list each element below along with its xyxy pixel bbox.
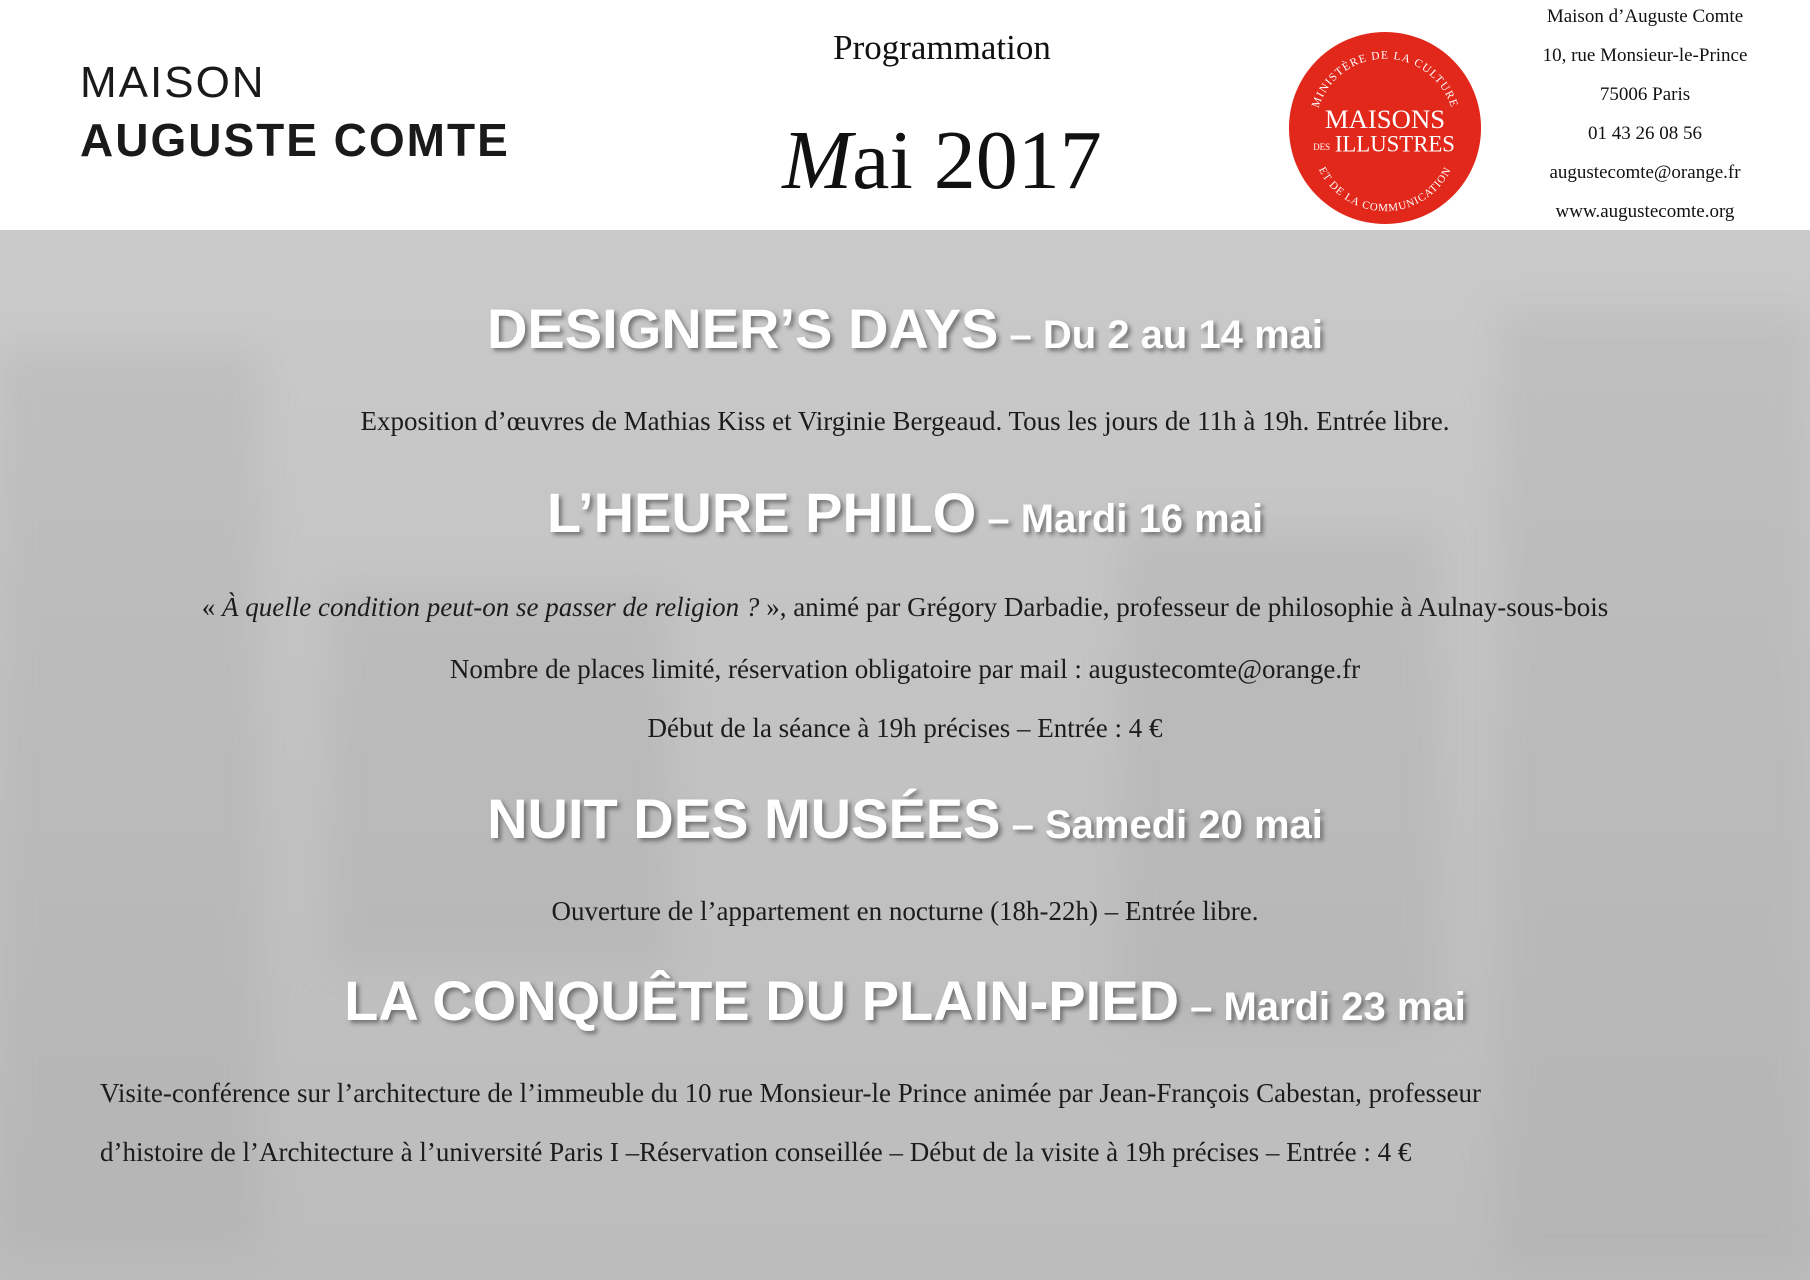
programme-label: Programmation: [833, 28, 1051, 67]
contact-street: 10, rue Monsieur-le-Prince: [1542, 45, 1748, 66]
contact-phone: 01 43 26 08 56: [1588, 123, 1702, 144]
event-description: Ouverture de l’appartement en nocturne (18h-22h) – Entrée libre.: [551, 896, 1259, 926]
event-description: Visite-conférence sur l’architecture de l’immeuble du 10 rue Monsieur-le Prince animée par Jean-François Cabestan, professeur: [100, 1078, 1482, 1108]
event-title: [0, 480, 1810, 545]
event-description: Nombre de places limité, réservation obligatoire par mail : augustecomte@orange.fr: [449, 654, 1361, 684]
contact-name: Maison d’Auguste Comte: [1546, 6, 1744, 27]
event-description: Début de la séance à 19h précises – Entrée : 4 €: [647, 713, 1163, 743]
logo-auguste-comte: AUGUSTE COMTE: [80, 114, 510, 166]
seal-ring-top: MINISTÈRE DE LA CULTURE: [1309, 49, 1461, 110]
event-name: NUIT DES MUSÉES: [487, 787, 1001, 850]
logo-maison: MAISON: [80, 58, 266, 107]
contact-email[interactable]: augustecomte@orange.fr: [1549, 162, 1741, 183]
event-title: [0, 296, 1810, 361]
event-date: – Mardi 16 mai: [976, 497, 1264, 541]
event-name: LA CONQUÊTE DU PLAIN-PIED: [344, 969, 1180, 1032]
seal-illustres: ILLUSTRES: [1334, 131, 1455, 157]
event-title: [0, 968, 1810, 1033]
contact-website[interactable]: www.augustecomte.org: [1555, 201, 1735, 222]
contact-block: [1500, 0, 1790, 234]
seal-maisons: MAISONS: [1324, 103, 1446, 134]
contact-city: 75006 Paris: [1599, 84, 1691, 105]
event-description: Exposition d’œuvres de Mathias Kiss et Virginie Bergeaud. Tous les jours de 11h à 19h. Entrée libre.: [360, 406, 1450, 436]
month-rest: ai 2017: [852, 114, 1102, 207]
quote-open: «: [201, 592, 223, 622]
event-name: DESIGNER’S DAYS: [486, 297, 999, 360]
quote-question: À quelle condition peut-on se passer de religion ?: [222, 592, 760, 622]
event-date: – Mardi 23 mai: [1179, 985, 1466, 1029]
quote-close: », animé par Grégory Darbadie, professeur de philosophie à Aulnay-sous-bois: [759, 592, 1609, 622]
event-description: [0, 592, 1810, 623]
event-date: – Samedi 20 mai: [1000, 803, 1323, 847]
maisons-des-illustres-seal: [1286, 29, 1484, 227]
programme-body: [0, 230, 1810, 1280]
event-name: L’HEURE PHILO: [546, 481, 977, 544]
month-title: [642, 112, 1242, 209]
seal-ring-bottom: ET DE LA COMMUNICATION: [1316, 164, 1455, 215]
month-initial: M: [782, 114, 853, 207]
event-description: d’histoire de l’Architecture à l’université Paris I –Réservation conseillée – Début de la visite à 19h précises – Entrée : 4 €: [100, 1137, 1412, 1167]
seal-des: DES: [1313, 141, 1331, 152]
event-date: – Du 2 au 14 mai: [998, 313, 1323, 357]
header: [0, 0, 1810, 230]
event-title: [0, 786, 1810, 851]
